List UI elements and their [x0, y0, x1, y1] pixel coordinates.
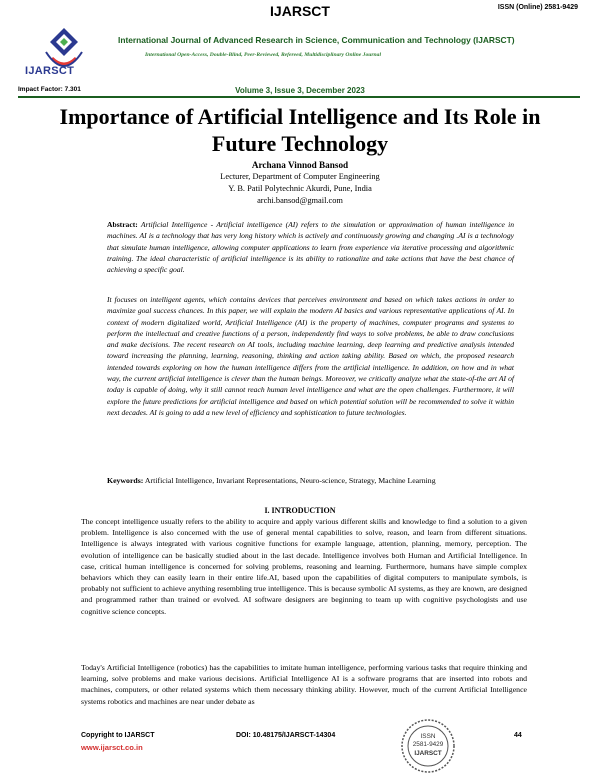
abstract-text-1: Artificial Intelligence - Artificial intelligence (AI) refers to the simulation or approximation of human intelligence in machines. AI is a technology that has very long history which is actively and continuously growing and changing .AI is a technology that simulate human intelligence, allowing computer applications to learn from experience via iterative processing and algorithmic training. The ideal characteristic of artificial intelligence is its ability to rationalize and take actions that have the best chance of achieving a specific goal. [107, 220, 514, 275]
abstract-label: Abstract: [107, 220, 138, 229]
seal-line-1: ISSN [420, 733, 436, 740]
keywords-text: Artificial Intelligence, Invariant Representations, Neuro-science, Strategy, Machine Learning [144, 476, 436, 485]
header-divider [18, 96, 580, 98]
footer-doi: DOI: 10.48175/IJARSCT-14304 [236, 732, 336, 739]
journal-seal [400, 718, 456, 774]
paper-title: Importance of Artificial Intelligence and Its Role in Future Technology [59, 104, 541, 156]
journal-short-name: IJARSCT [270, 3, 330, 19]
impact-factor: Impact Factor: 7.301 [18, 86, 81, 93]
journal-full-name: International Journal of Advanced Research in Science, Communication and Technology (IJARSCT) [118, 35, 515, 45]
abstract-paragraph-2: It focuses on intelligent agents, which contains devices that perceives environment and based on which takes actions in order to maximize goal success chances. In this paper, we will explain the modern AI basics and various representative applications of AI. In context of modern digitalized world, Artificial Intelligence (AI) is the property of machines, computer programs and systems to perform the intellectual and creative functions of a person, independently find ways to solve problems, be able to draw conclusions and make decisions. The recent research on AI tools, including machine learning, deep learning and predictive analysis intended toward increasing the planning, learning, reasoning, thinking and action taking ability. Based on which, the proposed research intended towards exploring on how the human intelligence differs from the artificial intelligence. In addition, on how and in what way, the current artificial intelligence is clever than the human beings. Moreover, we critically analyze what the state-of-the art AI of today is capable of doing, why it still cannot reach human level intelligence and what are the open challenges. Furthermore, it will explore the future predictions for artificial intelligence and based on which potential solution will be recommended to solve it within next decades. AI is going to add a new level of efficiency and sophistication to future technologies. [107, 295, 514, 417]
author-institution: Y. B. Patil Polytechnic Akurdi, Pune, India [228, 184, 372, 193]
seal-line-3: IJARSCT [414, 750, 442, 757]
footer-copyright: Copyright to IJARSCT [81, 732, 155, 739]
page-number: 44 [514, 732, 522, 739]
keywords-line [107, 476, 527, 485]
section-heading-introduction: I. INTRODUCTION [264, 506, 336, 515]
abstract-paragraph-1 [107, 219, 514, 275]
volume-issue: Volume 3, Issue 3, December 2023 [235, 86, 365, 95]
intro-paragraph-2: Today's Artificial Intelligence (robotics) has the capabilities to imitate human intelligence, performing various tasks that require thinking and learning, solve problems and make various decisions. Artificial Intelligence AI is a software programs that are inserted into robots and machines, computers, or other related systems which them necessary thinking ability. However, much of the current Artificial Intelligence systems robotics and machines are near under debate as [81, 663, 527, 706]
keywords-label: Keywords: [107, 476, 144, 485]
issn-label: ISSN (Online) 2581-9429 [497, 4, 578, 11]
intro-paragraph-1: The concept intelligence usually refers to the ability to acquire and apply various different skills and knowledge to find a solution to a given problem. Intelligence is also concerned with the use of general mental capabilities to solve, reason, and learn from different situations. Intelligence is always integrated with various cognitive functions for example language, attention, planning, memory, perception. The evolution of intelligence can be basically studied about in the last decade. Intelligence involves both Human and Artificial Intelligence. In case, critical human intelligence is concerned for solving problems, reasoning and learning. Furthermore, humans have simple complex behaviors which they can easily learn in their entire life.AI, based upon the capabilities of digital computers to manipulate symbols, is probably not sufficient to achieve anything resembling true intelligence. This is because symbolic AI systems, as they are known, are designed and programmed rather than trained or evolved. AI software designers are beginning to team up with cognitive psychologists and use cognitive science concepts. [81, 517, 527, 616]
seal-line-2: 2581-9429 [412, 741, 444, 748]
author-name: Archana Vinnod Bansod [251, 160, 349, 170]
logo-text: IJARSCT [25, 65, 75, 77]
author-department: Lecturer, Department of Computer Engineering [220, 172, 380, 181]
journal-tagline: International Open-Access, Double-Blind, Peer-Reviewed, Refereed, Multidisciplinary Online Journal [145, 52, 382, 58]
author-email: archi.bansod@gmail.com [257, 196, 343, 205]
footer-url-link[interactable]: www.ijarsct.co.in [81, 743, 143, 752]
